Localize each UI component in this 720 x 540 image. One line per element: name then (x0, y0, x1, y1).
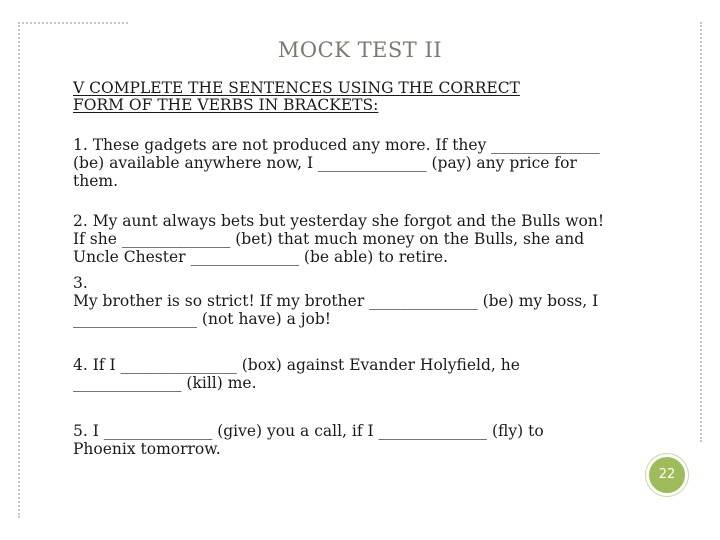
slide-title: MOCK TEST II (277, 38, 443, 62)
exercise-line: Phoenix tomorrow. (73, 440, 221, 458)
exercise-line: (be) available anywhere now, I ______________ (pay) any price for (73, 154, 577, 172)
exercise-line: 3. (73, 274, 88, 292)
instruction-heading (73, 80, 653, 114)
top-dotted-rule (18, 22, 128, 24)
exercise-item-5 (73, 422, 653, 458)
right-dotted-rule (700, 22, 702, 442)
exercise-line: them. (73, 172, 119, 190)
exercise-line: 1. These gadgets are not produced any more. If they ______________ (73, 136, 600, 154)
exercise-line: ________________ (not have) a job! (73, 310, 332, 328)
left-dotted-rule (18, 22, 20, 518)
exercise-line: 2. My aunt always bets but yesterday she forgot and the Bulls won! (73, 212, 605, 230)
exercise-item-3 (73, 274, 653, 328)
exercise-item-2 (73, 212, 653, 266)
exercise-line: 4. If I _______________ (box) against Evander Holyfield, he (73, 356, 520, 374)
instruction-heading-line: V COMPLETE THE SENTENCES USING THE CORRECT (73, 79, 520, 97)
exercise-item-1 (73, 136, 653, 190)
exercise-line: My brother is so strict! If my brother ______________ (be) my boss, I (73, 292, 599, 310)
exercise-item-4 (73, 356, 653, 392)
instruction-heading-line: FORM OF THE VERBS IN BRACKETS: (73, 96, 379, 114)
exercise-line: Uncle Chester ______________ (be able) to retire. (73, 248, 449, 266)
exercise-line: If she ______________ (bet) that much money on the Bulls, she and (73, 230, 585, 248)
page-number-badge: 22 (646, 454, 688, 496)
exercise-line: 5. I ______________ (give) you a call, if I ______________ (fly) to (73, 422, 544, 440)
slide-content (73, 80, 653, 480)
exercise-line: ______________ (kill) me. (73, 374, 257, 392)
